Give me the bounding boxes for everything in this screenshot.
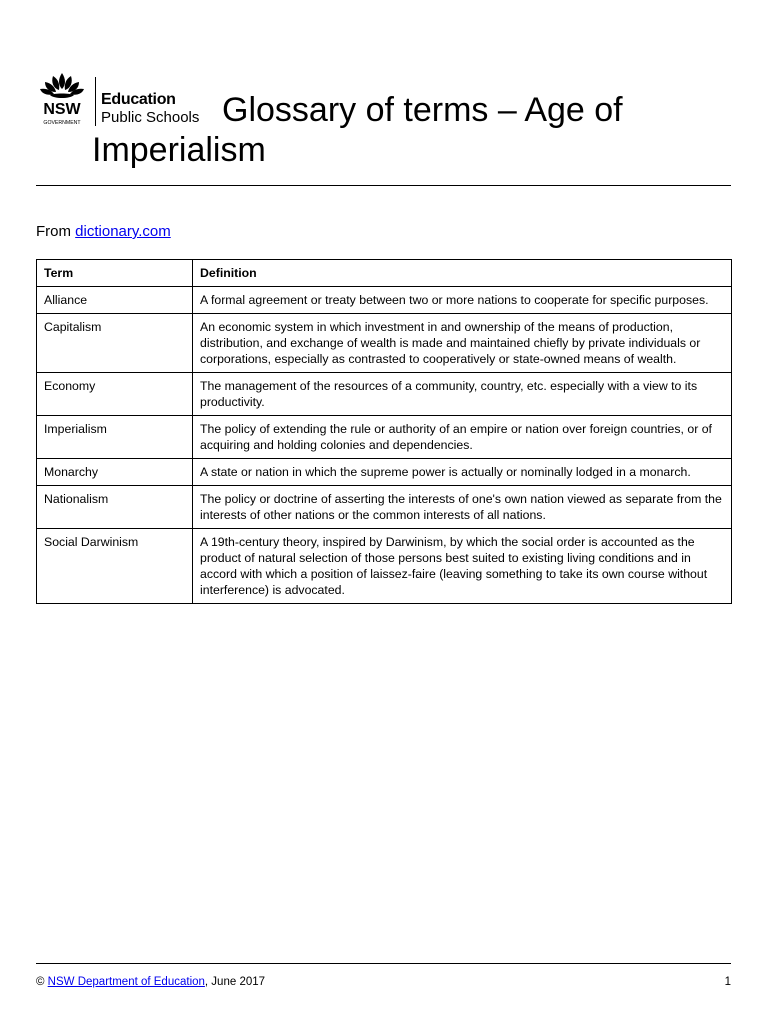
footer-date: , June 2017 [204,976,266,988]
column-header-term: Term [37,260,193,287]
glossary-table [36,259,732,604]
definition-cell: The management of the resources of a community, country, etc. especially with a view to its productivity. [193,373,732,416]
header-divider [36,185,731,186]
logo-public-schools-text: Public Schools [101,109,200,126]
logo-nsw-text: NSW [43,101,81,118]
definition-cell: An economic system in which investment in and ownership of the means of production, distribution, and exchange of wealth is made and maintained chiefly by private individuals or corporations, especially as contrasted to cooperatively or state-owned means of wealth. [193,314,732,373]
logo-government-text: GOVERNMENT [43,120,81,126]
table-header-row [37,260,732,287]
table-row [37,373,732,416]
nsw-department-link[interactable]: NSW Department of Education [47,976,205,988]
definition-cell: The policy of extending the rule or authority of an empire or nation over foreign countries, or of acquiring and holding colonies and dependencies. [193,416,732,459]
dictionary-link[interactable]: dictionary.com [75,223,171,240]
term-cell: Alliance [37,287,193,314]
page-title: Glossary of terms – Age of Imperialism [92,91,623,169]
logo-education-text: Education [101,91,176,108]
table-row [37,287,732,314]
table-row [37,529,732,604]
term-cell: Economy [37,373,193,416]
source-prefix: From [36,223,76,240]
waratah-logo-icon [36,71,88,127]
definition-cell: A state or nation in which the supreme power is actually or nominally lodged in a monarch. [193,459,732,486]
table-row [37,459,732,486]
term-cell: Nationalism [37,486,193,529]
term-cell: Social Darwinism [37,529,193,604]
definition-cell: A formal agreement or treaty between two or more nations to cooperate for specific purposes. [193,287,732,314]
column-header-definition: Definition [193,260,732,287]
definition-cell: A 19th-century theory, inspired by Darwinism, by which the social order is accounted as the product of natural selection of those persons best suited to existing living conditions and in accord with which a position of laissez-faire (leaving something to take its own course without interference) is advocated. [193,529,732,604]
table-row [37,416,732,459]
term-cell: Capitalism [37,314,193,373]
footer-copyright [36,976,265,988]
term-cell: Imperialism [37,416,193,459]
copyright-symbol: © [36,976,48,988]
term-cell: Monarchy [37,459,193,486]
table-row [37,314,732,373]
table-row [37,486,732,529]
source-line [36,223,171,240]
page-number: 1 [724,976,731,988]
footer-divider [36,963,731,964]
definition-cell: The policy or doctrine of asserting the interests of one's own nation viewed as separate from the interests of other nations or the common interests of all nations. [193,486,732,529]
